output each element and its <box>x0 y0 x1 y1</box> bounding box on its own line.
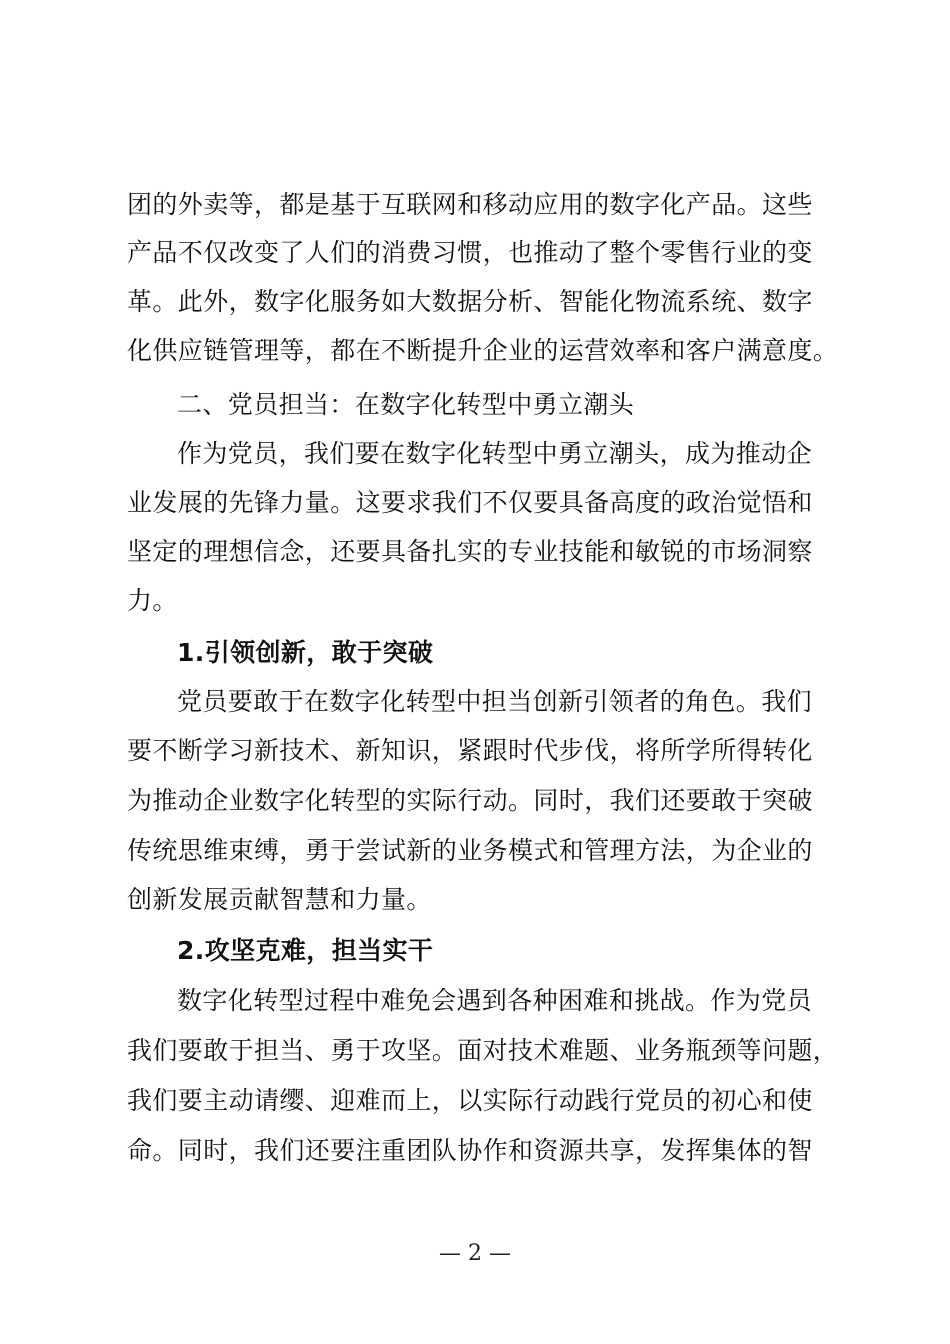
paragraph-line: 团的外卖等，都是基于互联网和移动应用的数字化产品。这些 <box>127 190 813 219</box>
paragraph-line: 作为党员，我们要在数字化转型中勇立潮头，成为推动企 <box>177 439 813 468</box>
paragraph-line: 数字化转型过程中难免会遇到各种困难和挑战。作为党员 <box>177 986 813 1015</box>
section-heading: 二、党员担当：在数字化转型中勇立潮头 <box>177 390 635 419</box>
paragraph-line: 业发展的先锋力量。这要求我们不仅要具备高度的政治觉悟和 <box>127 488 813 517</box>
paragraph-line: 坚定的理想信念，还要具备扎实的专业技能和敏锐的市场洞察 <box>127 537 813 566</box>
paragraph-line: 命。同时，我们还要注重团队协作和资源共享，发挥集体的智 <box>127 1136 813 1165</box>
paragraph-line: 产品不仅改变了人们的消费习惯，也推动了整个零售行业的变 <box>127 238 813 267</box>
paragraph-line: 创新发展贡献智慧和力量。 <box>127 885 432 914</box>
paragraph-line: 我们要主动请缨、迎难而上，以实际行动践行党员的初心和使 <box>127 1086 813 1115</box>
paragraph-line: 为推动企业数字化转型的实际行动。同时，我们还要敢于突破 <box>127 786 813 815</box>
paragraph-line: 传统思维束缚，勇于尝试新的业务模式和管理方法，为企业的 <box>127 836 813 865</box>
page-number: — 2 — <box>439 1241 511 1266</box>
paragraph-line: 力。 <box>127 586 178 615</box>
paragraph-line: 要不断学习新技术、新知识，紧跟时代步伐，将所学所得转化 <box>127 736 813 765</box>
subheading: 2.攻坚克难，担当实干 <box>177 936 434 965</box>
paragraph-line: 我们要敢于担当、勇于攻坚。面对技术难题、业务瓶颈等问题， <box>127 1036 839 1065</box>
paragraph-line: 化供应链管理等，都在不断提升企业的运营效率和客户满意度。 <box>127 336 839 365</box>
paragraph-line: 党员要敢于在数字化转型中担当创新引领者的角色。我们 <box>177 687 813 716</box>
paragraph-line: 革。此外，数字化服务如大数据分析、智能化物流系统、数字 <box>127 287 813 316</box>
subheading: 1.引领创新，敢于突破 <box>177 638 434 667</box>
